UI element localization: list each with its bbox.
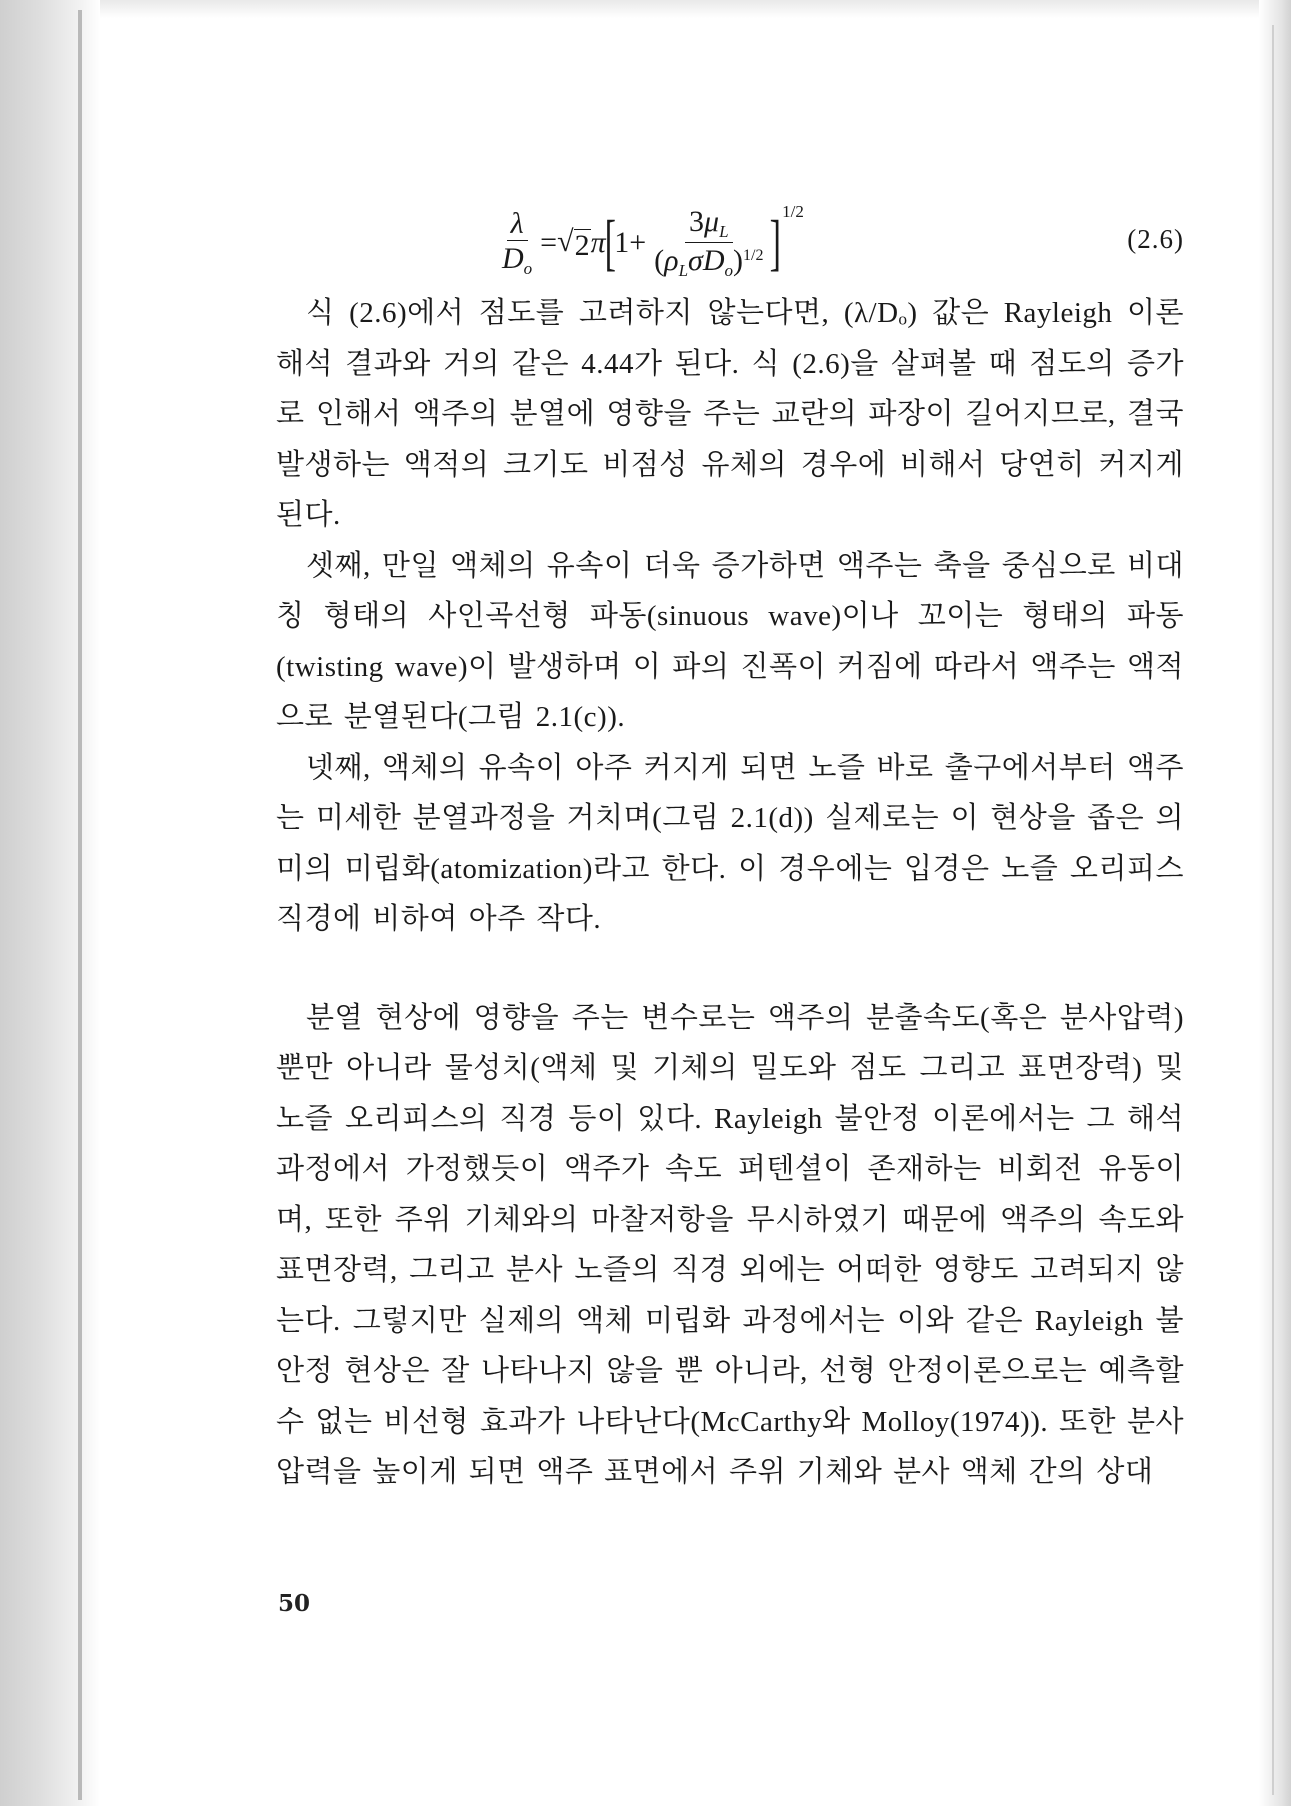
l-subscript: L bbox=[719, 222, 729, 241]
viscosity-fraction bbox=[650, 206, 767, 280]
coefficient: 3 bbox=[689, 205, 705, 238]
page-edge-shadow bbox=[1259, 0, 1291, 1806]
d-symbol: D bbox=[702, 243, 725, 277]
scan-top-shadow bbox=[0, 0, 1291, 18]
sigma-symbol: σ bbox=[688, 243, 703, 277]
mu-symbol: μ bbox=[704, 205, 720, 238]
equals-sign: = bbox=[540, 225, 558, 259]
book-spine-edge bbox=[78, 10, 82, 1800]
sqrt-two bbox=[557, 225, 590, 262]
page-number: 50 bbox=[278, 1590, 311, 1617]
viscosity-numerator bbox=[685, 206, 733, 243]
fraction-denominator bbox=[498, 241, 536, 278]
equation-number: (2.6) bbox=[1127, 224, 1184, 254]
book-binding-shadow bbox=[0, 0, 100, 1806]
paragraph-3: 넷째, 액체의 유속이 아주 커지게 되면 노즐 바로 출구에서부터 액주는 미세한 분열과정을 거치며(그림 2.1(d)) 실제로는 이 현상을 좁은 의미의 미립화(atomization)라고 한다. 이 경우에는 입경은 노즐 오리피스 직경에 비하여 아주 작다. bbox=[276, 751, 1184, 935]
o-subscript: o bbox=[724, 260, 734, 280]
half-exponent: 1/2 bbox=[743, 246, 764, 264]
equation-formula bbox=[494, 202, 804, 280]
page-body bbox=[276, 200, 1184, 1498]
radicand: 2 bbox=[574, 228, 590, 262]
paragraph-2: 셋째, 만일 액체의 유속이 더욱 증가하면 액주는 축을 중심으로 비대칭 형태의 사인곡선형 파동(sinuous wave)이나 꼬이는 형태의 파동(twisting wave)이 발생하며 이 파의 진폭이 커짐에 따라서 액주는 액적으로 분열된다(그림 2.1(c)). bbox=[276, 549, 1184, 733]
l-subscript: L bbox=[678, 260, 689, 280]
viscosity-denominator: $(\rho_L\sigma D_o)^{1/2}$ bbox=[654, 243, 764, 280]
o-subscript: o bbox=[523, 259, 533, 279]
outer-exponent: 1/2 bbox=[782, 202, 804, 221]
right-bracket: ] bbox=[770, 208, 782, 277]
paragraph-4: 분열 현상에 영향을 주는 변수로는 액주의 분출속도(혹은 분사압력)뿐만 아니라 물성치(액체 및 기체의 밀도와 점도 그리고 표면장력) 및 노즐 오리피스의 직경 등이 있다. Rayleigh 불안정 이론에서는 그 해석과정에서 가정했듯이 액주가 속도 퍼텐셜이 존재하는 비회전 유동이며, 또한 주위 기체와의 마찰저항을 무시하였기 때문에 액주의 속도와 표면장력, 그리고 분사 노즐의 직경 외에는 어떠한 영향도 고려되지 않는다. 그렇지만 실제의 액체 미립화 과정에서는 이와 같은 Rayleigh 불안정 현상은 잘 나타나지 않을 뿐 아니라, 선형 안정이론으로는 예측할 수 없는 비선형 효과가 나타난다(McCarthy와 Molloy(1974)). 또한 분사압력을 높이게 되면 액주 표면에서 주위 기체와 분사 액체 간의 상대 bbox=[276, 1001, 1184, 1488]
page-edge-line bbox=[1272, 25, 1274, 1795]
radical-sign: √ bbox=[557, 224, 574, 258]
pi-symbol: π bbox=[590, 225, 606, 259]
fraction-numerator: λ bbox=[507, 208, 528, 242]
left-bracket: [ bbox=[604, 208, 616, 277]
lambda-over-do-fraction bbox=[498, 208, 536, 278]
rho-symbol: ρ bbox=[664, 243, 679, 277]
one-plus: 1+ bbox=[614, 225, 647, 259]
d-symbol: D bbox=[502, 242, 524, 276]
paragraph-1: 식 (2.6)에서 점도를 고려하지 않는다면, (λ/Dₒ) 값은 Rayleigh 이론 해석 결과와 거의 같은 4.44가 된다. 식 (2.6)을 살펴볼 때 점도의 증가로 인해서 액주의 분열에 영향을 주는 교란의 파장이 길어지므로, 결국 발생하는 액적의 크기도 비점성 유체의 경우에 비해서 당연히 커지게 된다. bbox=[276, 297, 1184, 531]
equation-2-6 bbox=[276, 200, 1184, 280]
